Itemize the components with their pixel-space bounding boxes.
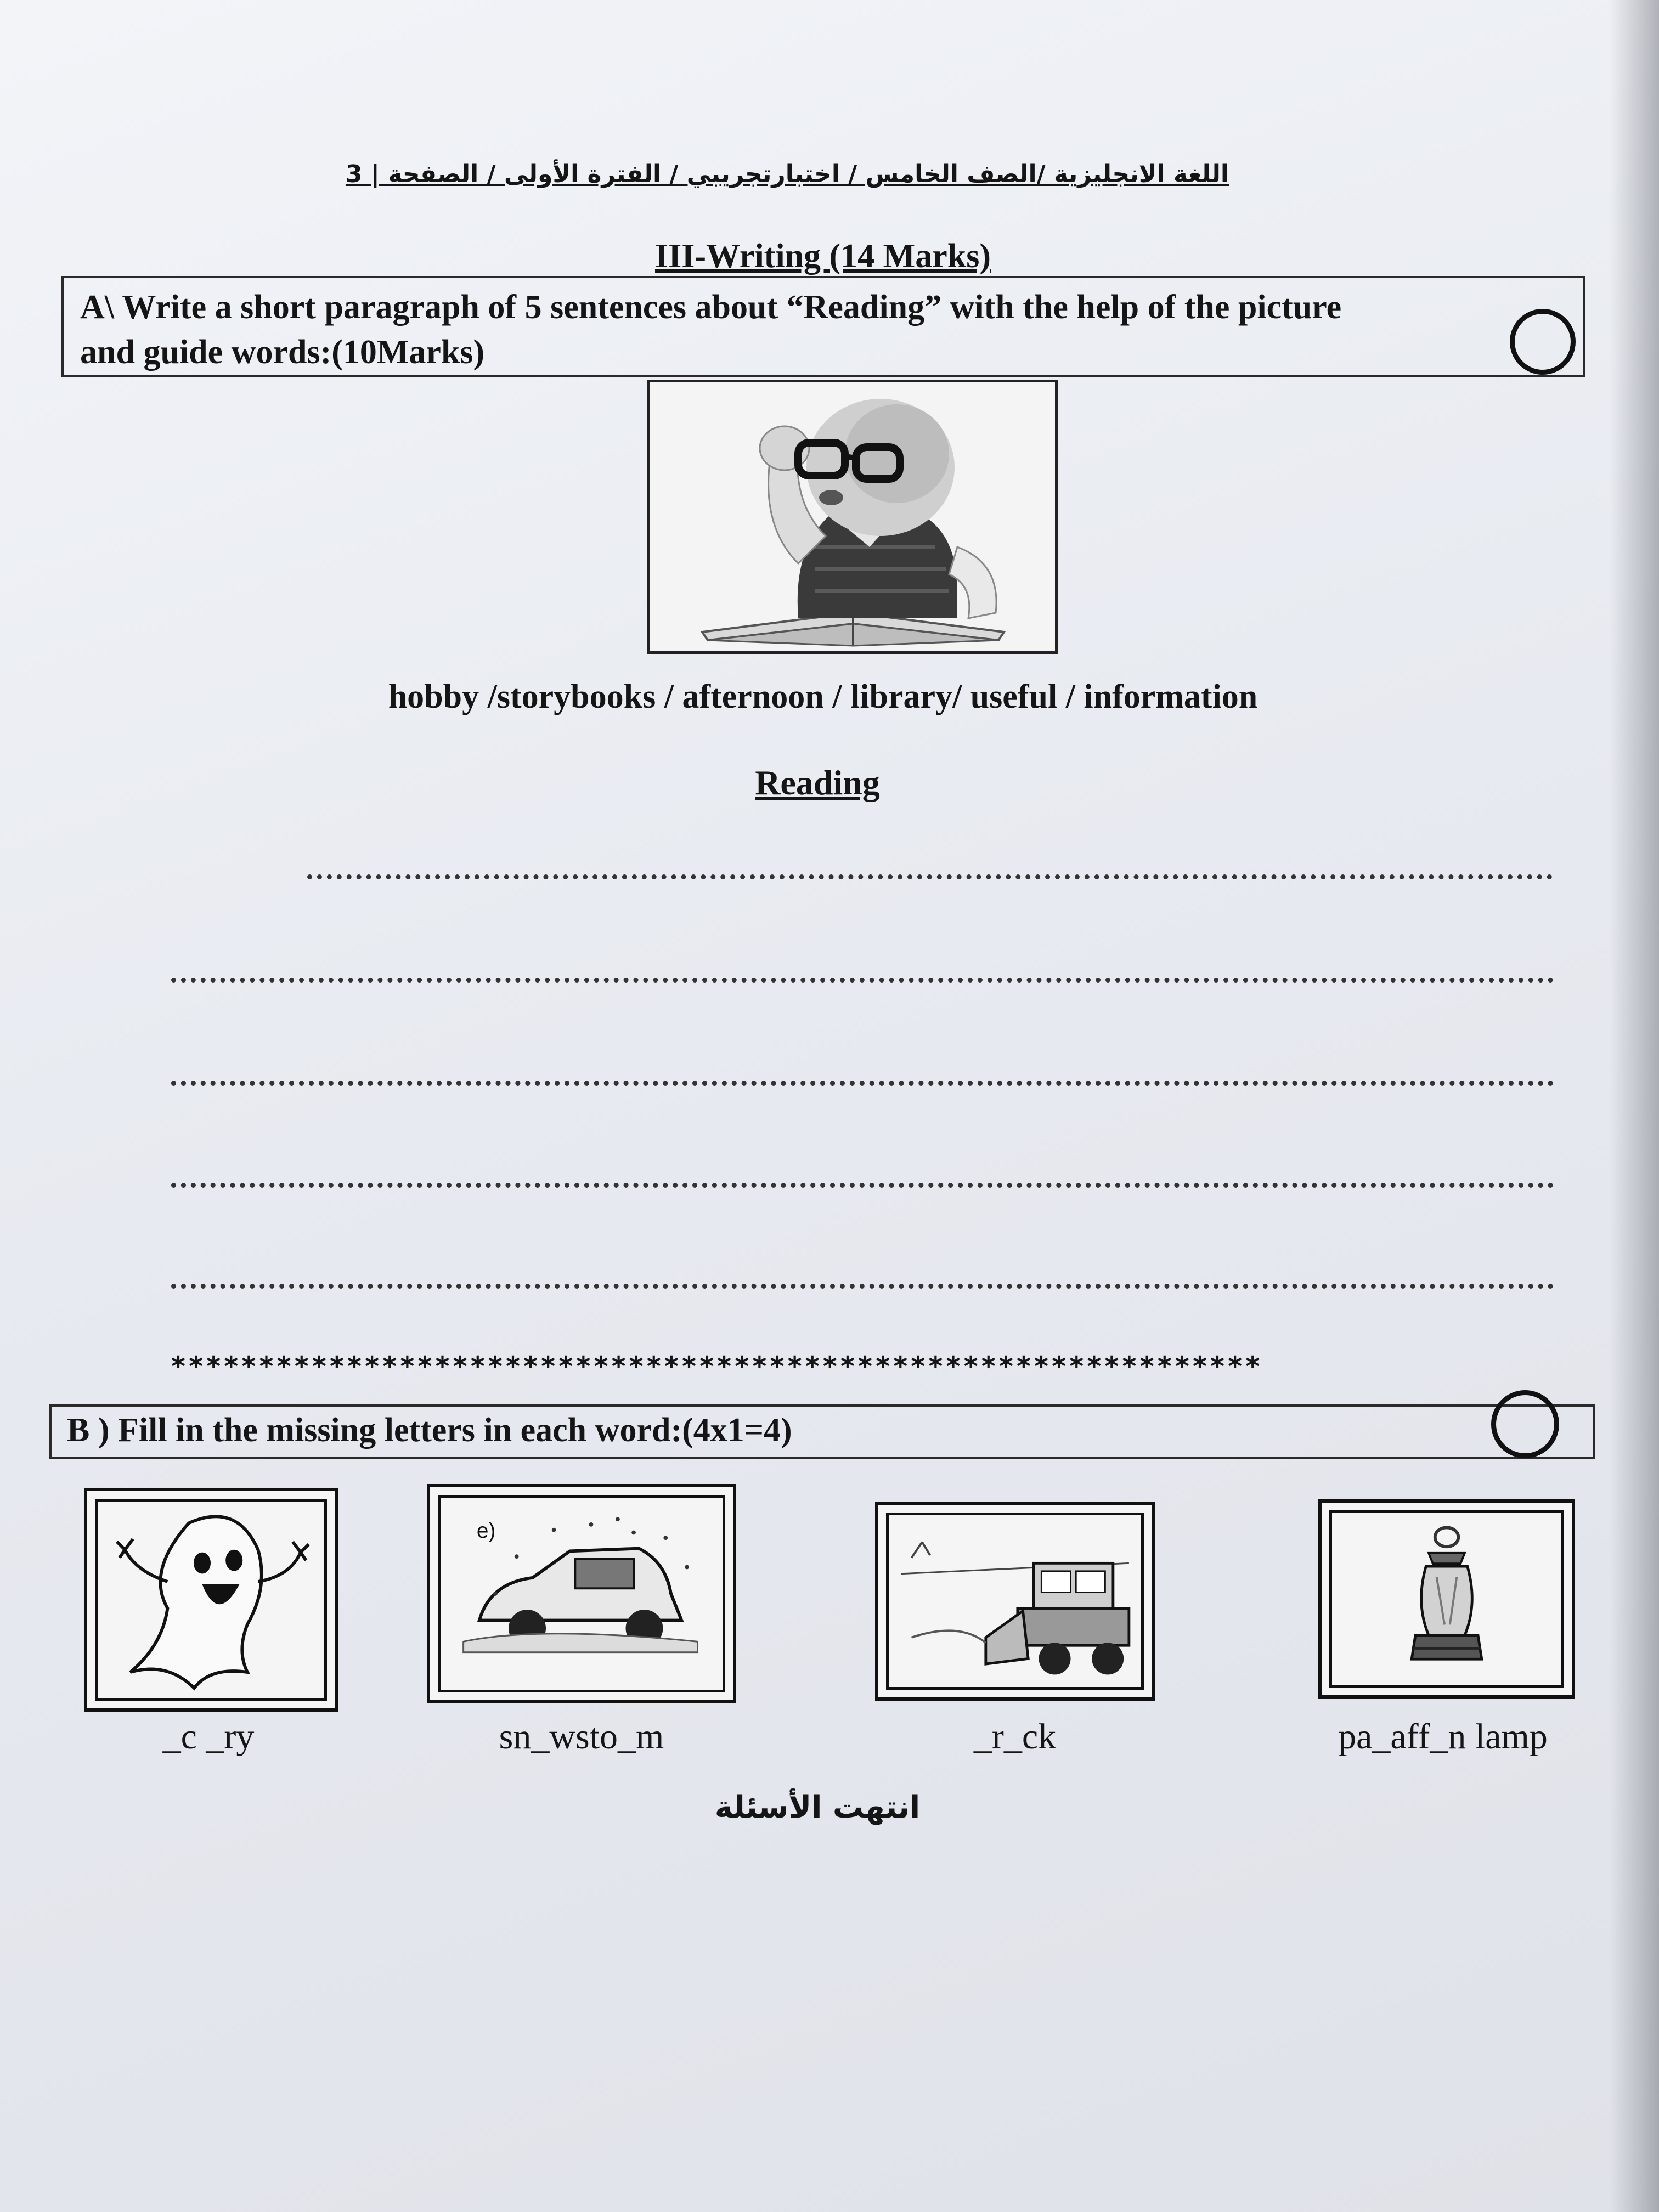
guide-words: hobby /storybooks / afternoon / library/ useful / information <box>388 678 1258 715</box>
answer-line-5[interactable] <box>171 1284 1554 1289</box>
part-a-score-circle[interactable] <box>1510 309 1576 375</box>
word-4[interactable]: pa_aff_n lamp <box>1338 1717 1548 1757</box>
picture-2 <box>427 1484 736 1703</box>
part-b-instruction: B ) Fill in the missing letters in each word:(4x1=4) <box>67 1412 792 1449</box>
picture-3 <box>875 1502 1155 1701</box>
part-a-instruction-line1: A\ Write a short paragraph of 5 sentences about “Reading” with the help of the picture <box>80 289 1342 326</box>
part-a-instruction <box>80 285 1506 375</box>
part-a-instruction-line2: and guide words:(10Marks) <box>80 334 485 371</box>
part-a-instruction-box <box>61 276 1585 377</box>
paragraph-title: Reading <box>755 763 880 802</box>
section-separator: ************************************************************** <box>170 1351 1262 1383</box>
page-edge-shadow <box>1610 0 1659 2212</box>
ghost-icon <box>87 1491 335 1708</box>
answer-line-4[interactable] <box>171 1183 1554 1188</box>
child-reading-illustration <box>650 382 1055 651</box>
section-title: III-Writing (14 Marks) <box>655 238 991 275</box>
word-1[interactable]: _c _ry <box>162 1717 255 1757</box>
picture-1 <box>84 1488 338 1712</box>
part-b-instruction-box <box>49 1404 1595 1459</box>
snow-truck-icon <box>878 1505 1152 1697</box>
end-of-questions: انتهت الأسئلة <box>714 1790 921 1825</box>
paraffin-lamp-icon <box>1322 1503 1572 1695</box>
answer-line-3[interactable] <box>171 1081 1554 1086</box>
word-3[interactable]: _r_ck <box>973 1717 1057 1757</box>
part-b-score-circle[interactable] <box>1491 1390 1559 1458</box>
answer-line-2[interactable] <box>171 978 1554 983</box>
word-2[interactable]: sn_wsto_m <box>499 1717 664 1757</box>
answer-line-1[interactable] <box>307 874 1553 879</box>
reading-child-photo <box>647 380 1058 654</box>
picture-4 <box>1318 1499 1575 1699</box>
snowstorm-car-icon <box>430 1487 733 1700</box>
picture-2-label: e) <box>476 1519 496 1543</box>
page-header: اللغة الانجليزية /الصف الخامس / اختبارتجريبي / الفترة الأولى / الصفحة | 3 <box>345 160 1229 188</box>
